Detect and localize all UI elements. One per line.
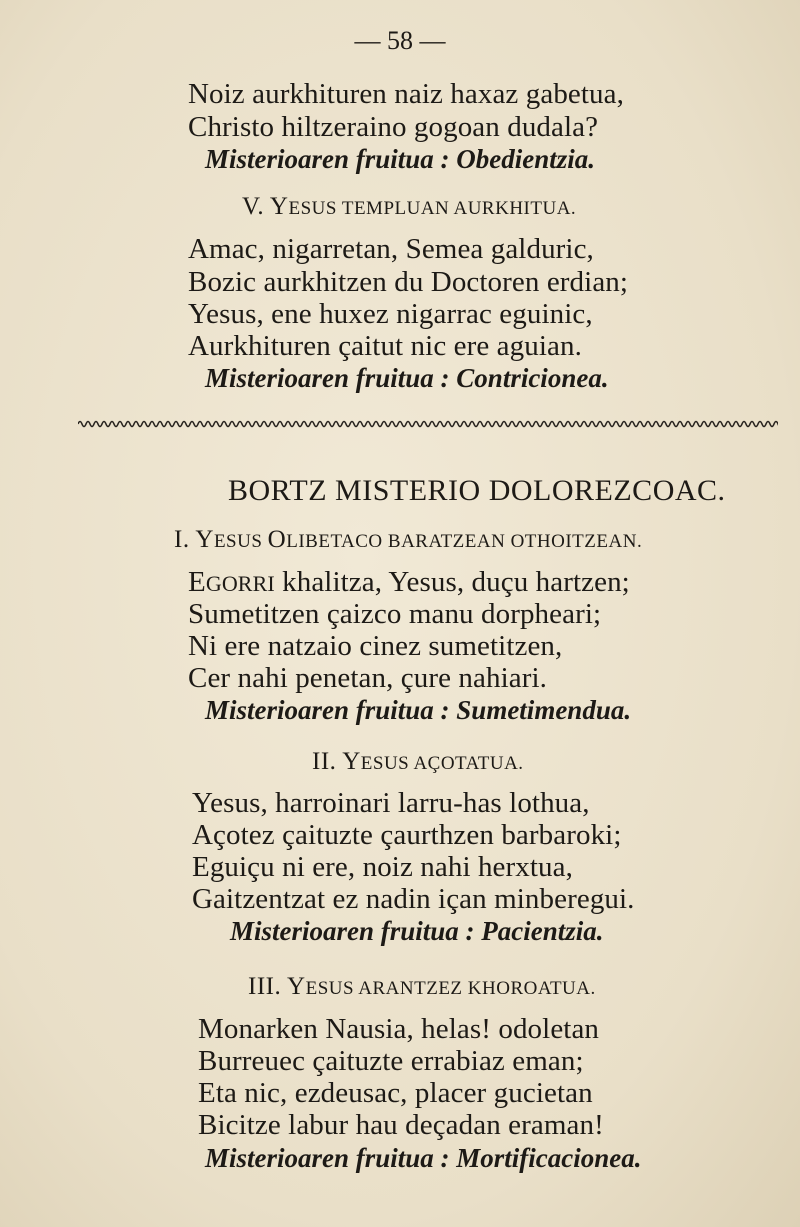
verse-line: Amac, nigarretan, Semea galduric, (188, 233, 594, 265)
heading-cap: O (267, 526, 287, 553)
heading-text: ESUS AÇOTATUA. (360, 753, 524, 774)
verse-line: Aurkhituren çaitut nic ere aguian. (188, 330, 582, 362)
verse-line: Yesus, ene huxez nigarrac eguinic, (188, 298, 593, 330)
verse-line: Gaitzentzat ez nadin içan minberegui. (192, 883, 635, 915)
verse-line: Yesus, harroinari larru-has lothua, (192, 787, 590, 819)
heading-number: III. Y (248, 973, 306, 1000)
verse-line: Monarken Nausia, helas! odoletan (198, 1013, 600, 1045)
heading-text: ESUS ARANTZEZ KHOROATUA. (305, 978, 596, 999)
verse-line: Eta nic, ezdeusac, placer gucietan (198, 1077, 593, 1109)
fruit-line: Misterioaren fruitua : Obedientzia. (205, 144, 596, 174)
fruit-line: Misterioaren fruitua : Contricionea. (205, 363, 609, 393)
section-heading (248, 973, 596, 1001)
verse-line: Bozic aurkhitzen du Doctoren erdian; (188, 266, 629, 298)
section-heading (174, 526, 642, 554)
part-title: BORTZ MISTERIO DOLOREZCOAC. (228, 474, 726, 507)
fruit-line: Misterioaren fruitua : Pacientzia. (230, 916, 604, 946)
verse-line: Burreuec çaituzte errabiaz eman; (198, 1045, 584, 1077)
verse-line (188, 566, 630, 599)
section-heading (312, 748, 524, 776)
verse-line: Christo hiltzeraino gogoan dudala? (188, 111, 599, 143)
initial-cap: E (188, 566, 206, 598)
heading-text: LIBETACO BARATZEAN OTHOITZEAN. (286, 531, 643, 552)
page-number: — 58 — (354, 26, 446, 55)
verse-line: Noiz aurkhituren naiz haxaz gabetua, (188, 78, 624, 110)
verse-text: khalitza, Yesus, duçu hartzen; (274, 566, 630, 598)
heading-text: ESUS TEMPLUAN AURKHITUA. (288, 198, 577, 219)
fruit-line: Misterioaren fruitua : Mortificacionea. (205, 1143, 642, 1173)
section-heading (242, 193, 576, 221)
heading-number: V. Y (242, 193, 289, 220)
heading-text: ESUS (213, 531, 268, 552)
ornamental-divider (78, 418, 778, 430)
fruit-line: Misterioaren fruitua : Sumetimendua. (205, 695, 632, 725)
verse-line: Sumetitzen çaizco manu dorpheari; (188, 598, 602, 630)
initial-small: GORRI (205, 571, 275, 596)
heading-number: II. Y (312, 748, 361, 775)
verse-line: Cer nahi penetan, çure nahiari. (188, 662, 547, 694)
verse-line: Bicitze labur hau deçadan eraman! (198, 1109, 604, 1141)
heading-number: I. Y (174, 526, 214, 553)
verse-line: Ni ere natzaio cinez sumetitzen, (188, 630, 563, 662)
verse-line: Açotez çaituzte çaurthzen barbaroki; (192, 819, 622, 851)
verse-line: Eguiçu ni ere, noiz nahi herxtua, (192, 851, 573, 883)
